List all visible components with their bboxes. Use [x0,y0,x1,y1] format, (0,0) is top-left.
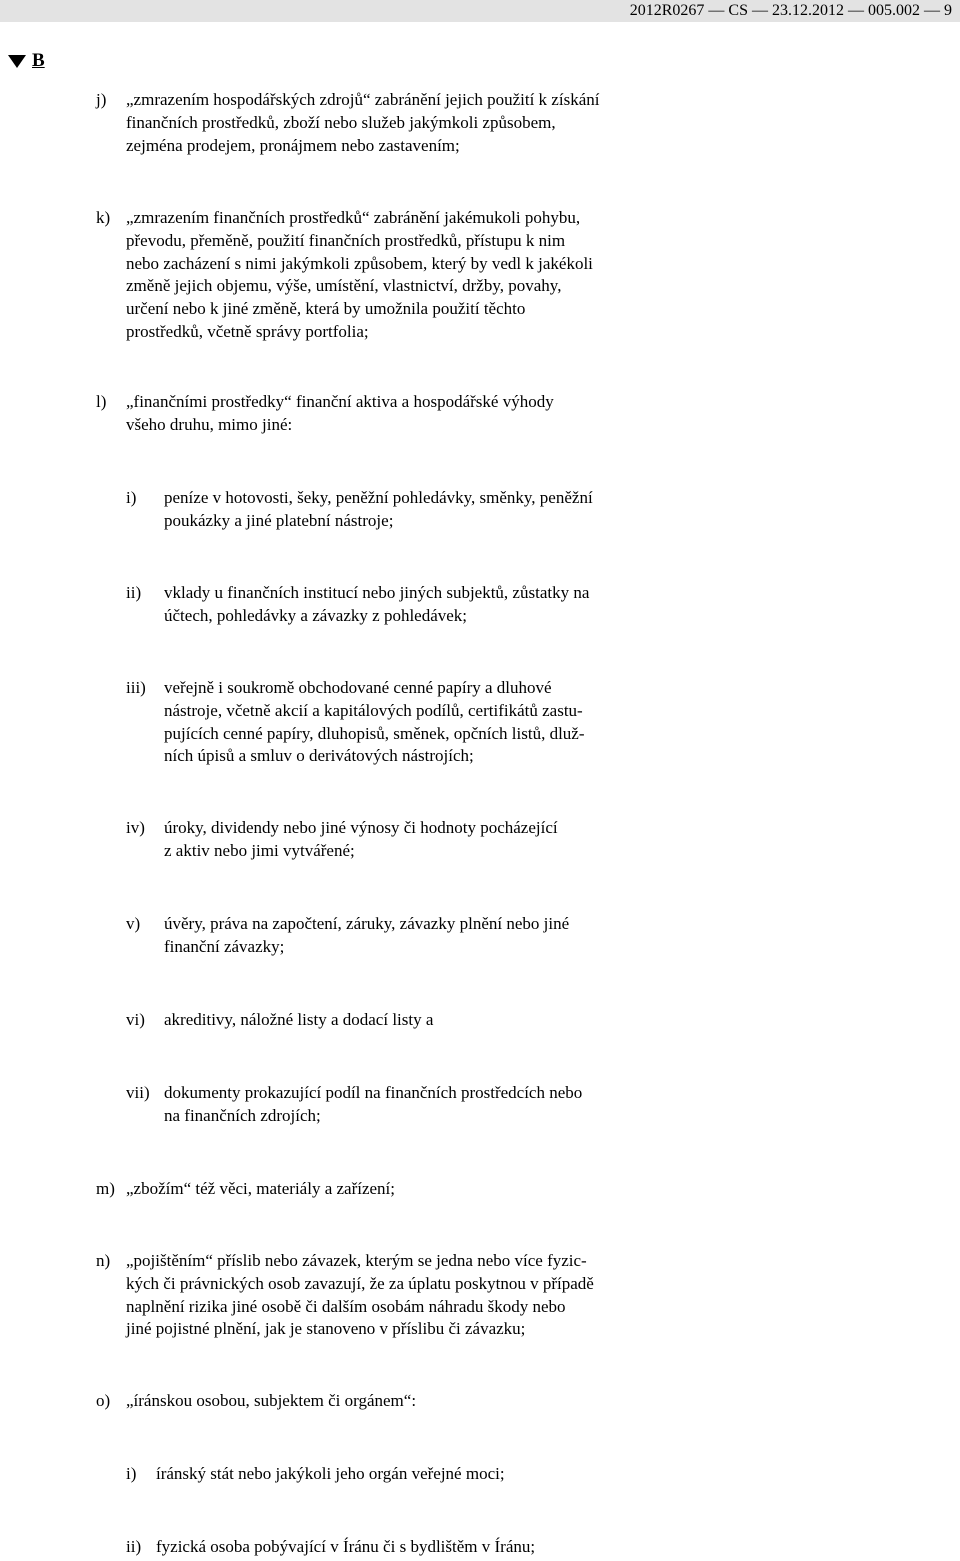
item-text [164,1082,678,1128]
text-line: pujících cenné papíry, dluhopisů, směnek, opčních listů, dluž- [164,723,585,743]
text-line: „íránskou osobou, subjektem či orgánem“: [126,1391,417,1410]
item-label: k) [96,208,111,227]
header-reference: 2012R0267 — CS — 23.12.2012 — 005.002 — 9 [629,2,952,19]
item-text [164,817,678,863]
text-line: na finančních zdrojích; [164,1105,321,1125]
item-text [164,913,678,959]
text-line: jiné pojistné plnění, jak je stanoveno v příslibu či závazku; [126,1319,526,1339]
item-text [126,1250,679,1341]
text-line: nebo zacházení s nimi jakýmkoli způsobem, který by vedl k jakékoli [126,253,593,273]
text-line: „zmrazením hospodářských zdrojů“ zabránění jejich použití k získání [126,90,600,109]
item-label: o) [96,1391,111,1410]
item-label: vii) [126,1083,150,1102]
text-line: úvěry, práva na započtení, záruky, závazky plnění nebo jiné [164,914,570,933]
text-line: „zbožím“ též věci, materiály a zařízení; [126,1179,396,1198]
text-line: převodu, přeměně, použití finančních prostředků, přístupu k nim [126,230,566,250]
text-line: finančních prostředků, zboží nebo služeb jakýmkoli způsobem, [126,112,556,132]
item-label: n) [96,1251,111,1270]
text-line: fyzická osoba pobývající v Íránu či s bydlištěm v Íránu; [156,1537,536,1556]
text-line: zejména prodejem, pronájmem nebo zastavením; [126,135,460,155]
text-line: akreditivy, náložné listy a dodací listy a [164,1010,434,1029]
document-header [0,0,960,22]
item-text [164,1009,678,1032]
item-label: j) [96,90,107,109]
item-label: i) [126,488,137,507]
text-line: íránský stát nebo jakýkoli jeho orgán veřejné moci; [156,1464,505,1483]
amendment-marker [8,50,45,72]
item-label: l) [96,392,107,411]
text-line: dokumenty prokazující podíl na finančních prostředcích nebo [164,1083,583,1102]
text-line: finanční závazky; [164,936,285,956]
item-label: v) [126,914,141,933]
text-line: vklady u finančních institucí nebo jiných subjektů, zůstatky na [164,583,590,602]
text-line: „pojištěním“ příslib nebo závazek, kterým se jedna nebo více fyzic- [126,1251,587,1270]
text-line: všeho druhu, mimo jiné: [126,414,293,434]
item-text [156,1463,678,1486]
text-line: poukázky a jiné platební nástroje; [164,510,394,530]
text-line: z aktiv nebo jimi vytvářené; [164,840,355,860]
item-text [126,207,679,344]
item-label: i) [126,1464,137,1483]
item-text [156,1536,678,1559]
text-line: změně jejich objemu, výše, umístění, vlastnictví, držby, povahy, [126,276,562,296]
text-line: nástroje, včetně akcií a kapitálových podílů, certifikátů zastu- [164,700,583,720]
text-line: prostředků, včetně správy portfolia; [126,321,369,341]
text-line: kých či právnických osob zavazují, že za úplatu poskytnou v případě [126,1273,594,1293]
text-line: naplnění rizika jiné osobě či dalším osobám náhradu škody nebo [126,1296,566,1316]
text-line: ních úpisů a smluv o derivátových nástrojích; [164,746,474,766]
item-label: iii) [126,678,146,697]
item-text [164,582,678,628]
item-label: ii) [126,583,142,602]
text-line: „finančními prostředky“ finanční aktiva a hospodářské výhody [126,392,554,411]
text-line: „zmrazením finančních prostředků“ zabránění jakémukoli pohybu, [126,208,581,227]
text-line: veřejně i soukromě obchodované cenné papíry a dluhové [164,678,552,697]
item-text [164,487,678,533]
text-line: určení nebo k jiné změně, která by umožnila použití těchto [126,299,526,319]
text-line: úroky, dividendy nebo jiné výnosy či hodnoty pocházející [164,818,558,837]
item-text [126,391,679,437]
text-line: účtech, pohledávky a závazky z pohledávek; [164,605,468,625]
item-label: ii) [126,1537,142,1556]
item-label: iv) [126,818,145,837]
marker-letter: B [32,50,45,71]
triangle-down-icon [8,55,26,68]
item-text [164,677,678,768]
item-label: vi) [126,1010,145,1029]
item-text [126,89,679,157]
item-label: m) [96,1179,115,1198]
item-text [126,1390,679,1413]
item-text [126,1178,679,1201]
text-line: peníze v hotovosti, šeky, peněžní pohledávky, směnky, peněžní [164,488,593,507]
